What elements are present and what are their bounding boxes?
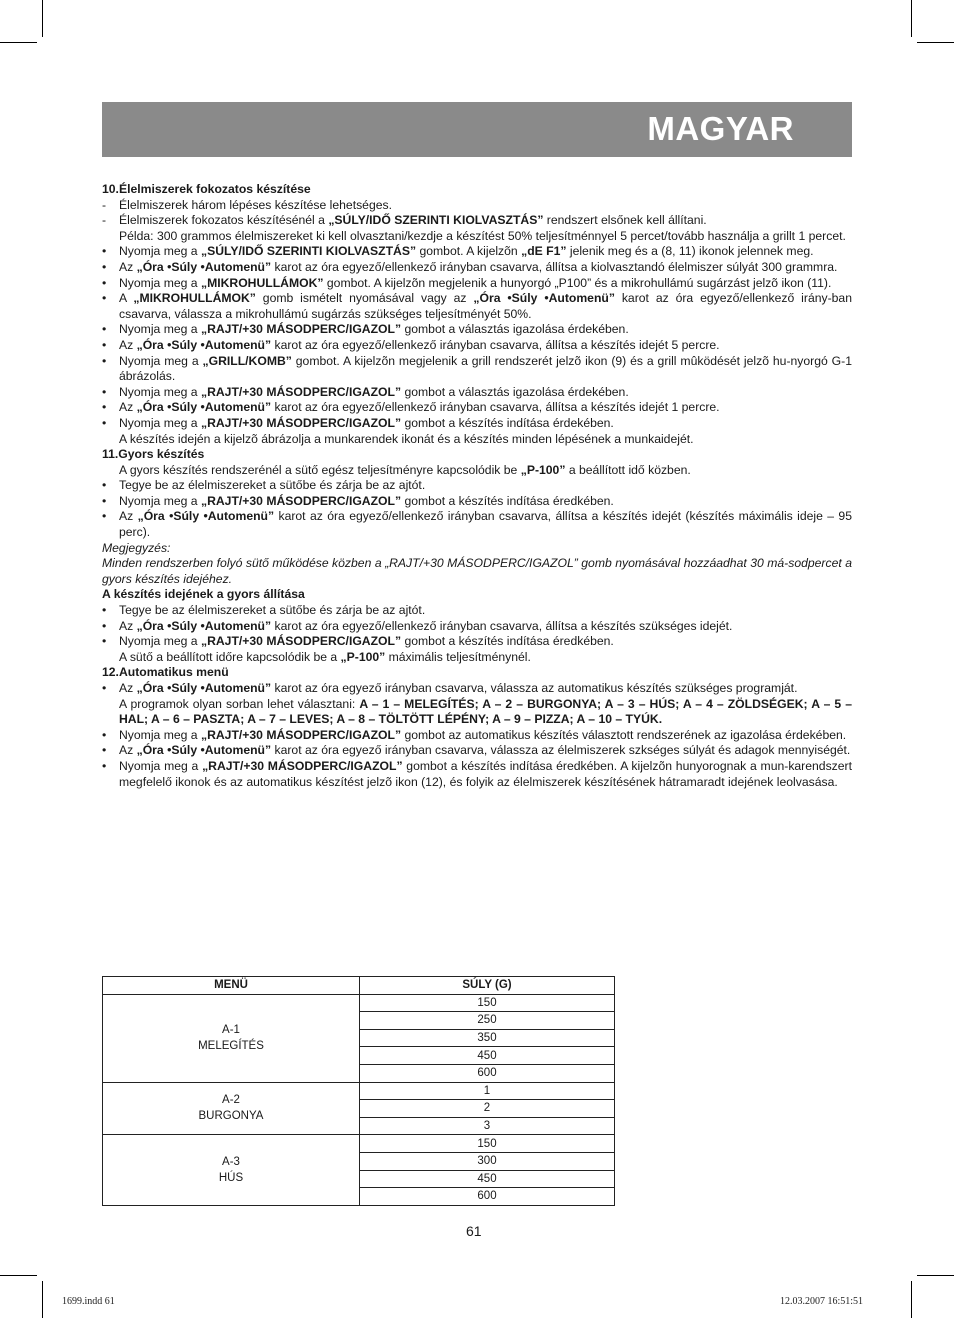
- list-item: • Nyomja meg a „RAJT/+30 MÁSODPERC/IGAZOL” gombot az automatikus készítés választott rendszerének az igazolása érdekében.: [102, 727, 847, 742]
- footer-timestamp: 12.03.2007 16:51:51: [780, 1296, 864, 1307]
- list-item: • Az „Óra •Súly •Automenü” karot az óra egyező/ellenkező irányban csavarva, állítsa a készítés idejét (készítés máximális ideje – 95 perc).: [102, 509, 852, 540]
- crop-mark: [917, 1275, 954, 1276]
- list-item: • Az „Óra •Súly •Automenü” karot az óra egyező irányban csavarva, válassza az élelmiszerek szkséges súlyát és adagok mennyiségét.: [102, 743, 851, 758]
- crop-mark: [911, 1281, 912, 1318]
- weight-cell: 2: [360, 1100, 615, 1118]
- list-item: • Nyomja meg a „MIKROHULLÁMOK” gombot. A kijelzõn megjelenik a hunyorgó „P100” és a mikrohullámú sugárzást jelzõ ikon (11).: [102, 275, 832, 290]
- list-item: • Nyomja meg a „RAJT/+30 MÁSODPERC/IGAZOL” gombot a készítés indítása éredkében.: [102, 493, 614, 508]
- weight-cell: 1: [360, 1082, 615, 1100]
- page-number: 61: [466, 1223, 482, 1239]
- footer-file-info: 1699.indd 61: [62, 1296, 115, 1307]
- list-item: - Élelmiszerek fokozatos készítésénél a „SÚLY/IDŐ SZERINTI KIOLVASZTÁS” rendszert elsőnek kell állítani.: [102, 213, 707, 228]
- list-item: • Az „Óra •Súly •Automenü” karot az óra egyező irányban csavarva, válassza az automatikus készítés szükséges programját.: [102, 681, 798, 695]
- table-row: [103, 1135, 615, 1153]
- section-title: 11.Gyors készítés: [102, 447, 205, 462]
- column-header-weight: SÚLY (G): [360, 977, 615, 995]
- header-bar: [102, 102, 852, 157]
- table-row: [103, 1082, 615, 1100]
- paragraph: A programok olyan sorban lehet választani: A – 1 – MELEGÍTÉS; A – 2 – BURGONYA; A – 3 – HÚS; A – 4 – ZÖLDSÉGEK; A – 5 – HAL; A – 6 – PASZTA; A – 7 – LEVES; A – 8 – TÖLTÖTT LÉPÉNY; A – 9 – PIZZA; A – 10 – TYÚK.: [119, 696, 852, 727]
- column-header-menu: MENÜ: [103, 977, 360, 995]
- note-text: Minden rendszerben folyó sütő működése közben a „RAJT/+30 MÁSODPERC/IGAZOL” gomb nyomásával hozzáadhat 30 má-sodpercet a gyors készítés idejéhez.: [102, 556, 852, 586]
- weight-cell: 300: [360, 1152, 615, 1170]
- section-title: 12.Automatikus menü: [102, 665, 229, 680]
- list-item: • Nyomja meg a „RAJT/+30 MÁSODPERC/IGAZOL” gombot a választás igazolása érdekében.: [102, 322, 629, 337]
- weight-cell: 350: [360, 1029, 615, 1047]
- list-item: • Nyomja meg a „RAJT/+30 MÁSODPERC/IGAZOL” gombot a készítés indítása éredkében.: [102, 634, 614, 649]
- menu-weight-table: [102, 976, 615, 1206]
- paragraph: A gyors készítés rendszerénél a sütő egész teljesítményre kapcsolódik be „P-100” a beállított idő közben.: [119, 462, 691, 477]
- paragraph: A sütő a beállított időre kapcsolódik be a „P-100” máximális teljesítménynél.: [119, 649, 531, 664]
- weight-cell: 600: [360, 1188, 615, 1206]
- weight-cell: 150: [360, 994, 615, 1012]
- paragraph: Példa: 300 grammos élelmiszereket ki kell olvasztani/kezdje a készítést 50% teljesítménnyel 5 percet/tovább használja a grillt 1 percet.: [119, 228, 846, 243]
- list-item: • Az „Óra •Súly •Automenü” karot az óra egyező/ellenkező irányban csavarva, állítsa a készítés idejét 1 percre.: [102, 400, 720, 415]
- crop-mark: [917, 42, 954, 43]
- list-item: • Tegye be az élelmiszereket a sütőbe és zárja be az ajtót.: [102, 478, 426, 493]
- weight-cell: 3: [360, 1117, 615, 1135]
- list-item: • Nyomja meg a „SÚLY/IDŐ SZERINTI KIOLVASZTÁS” gombot. A kijelzõn „dE F1” jelenik meg és a (8, 11) ikonok jelennek meg.: [102, 244, 814, 259]
- section-title: 10.Élelmiszerek fokozatos készítése: [102, 182, 311, 196]
- section-title: A készítés idejének a gyors állítása: [102, 587, 305, 602]
- list-item: • Az „Óra •Súly •Automenü” karot az óra egyező/ellenkező irányban csavarva, állítsa a kiolvasztandó élelmiszer súlyát 300 grammra.: [102, 259, 838, 274]
- menu-cell: A-3 HÚS: [103, 1135, 360, 1205]
- list-item: • Az „Óra •Súly •Automenü” karot az óra egyező/ellenkező irányban csavarva, állítsa a készítés szükséges idejét.: [102, 618, 733, 633]
- weight-cell: 250: [360, 1012, 615, 1030]
- table-header-row: [103, 977, 615, 995]
- weight-cell: 450: [360, 1047, 615, 1065]
- weight-cell: 450: [360, 1170, 615, 1188]
- body-text: [102, 182, 852, 790]
- menu-cell: A-2 BURGONYA: [103, 1082, 360, 1135]
- paragraph: A készítés idején a kijelzõ ábrázolja a munkarendek ikonát és a készítés minden lépésének a munkaidejét.: [119, 431, 694, 446]
- weight-cell: 600: [360, 1064, 615, 1082]
- list-item: • Nyomja meg a „GRILL/KOMB” gombot. A kijelzõn megjelenik a grill rendszerét jelzõ ikon (9) és a grill mûködését jelzõ hu-nyorgó G-1 ábrázolás.: [102, 353, 852, 384]
- page-title: MAGYAR: [647, 110, 794, 147]
- weight-cell: 150: [360, 1135, 615, 1153]
- crop-mark: [0, 1275, 37, 1276]
- note-title: Megjegyzés:: [102, 540, 171, 555]
- list-item: • Nyomja meg a „RAJT/+30 MÁSODPERC/IGAZOL” gombot a készítés indítása éredkében. A kijelzõn hunyorognak a mun-karendszert megfelelő ikonok és az automatikus készítést jelzõ ikon (12), és folyik az élelmiszerek készítésének hátramaradt idejének leolvasása.: [102, 758, 852, 789]
- list-item: - Élelmiszerek három lépéses készítése lehetséges.: [102, 197, 392, 212]
- list-item: • Nyomja meg a „RAJT/+30 MÁSODPERC/IGAZOL” gombot a készítés indítása érdekében.: [102, 415, 614, 430]
- crop-mark: [0, 42, 37, 43]
- list-item: • A „MIKROHULLÁMOK” gomb ismételt nyomásával vagy az „Óra •Súly •Automenü” karot az óra egyező/ellenkező irány-ban csavarva, válassza a mikrohullámú sugárzás szükséges teljesítményét 50%.: [102, 291, 852, 321]
- table-row: [103, 994, 615, 1012]
- crop-mark: [42, 1281, 43, 1318]
- list-item: • Tegye be az élelmiszereket a sütőbe és zárja be az ajtót.: [102, 603, 426, 618]
- crop-mark: [911, 0, 912, 37]
- list-item: • Nyomja meg a „RAJT/+30 MÁSODPERC/IGAZOL” gombot a választás igazolása érdekében.: [102, 384, 629, 399]
- crop-mark: [42, 0, 43, 37]
- menu-cell: A-1 MELEGÍTÉS: [103, 994, 360, 1082]
- list-item: • Az „Óra •Súly •Automenü” karot az óra egyező/ellenkező irányban csavarva, állítsa a készítés idejét 5 percre.: [102, 337, 720, 352]
